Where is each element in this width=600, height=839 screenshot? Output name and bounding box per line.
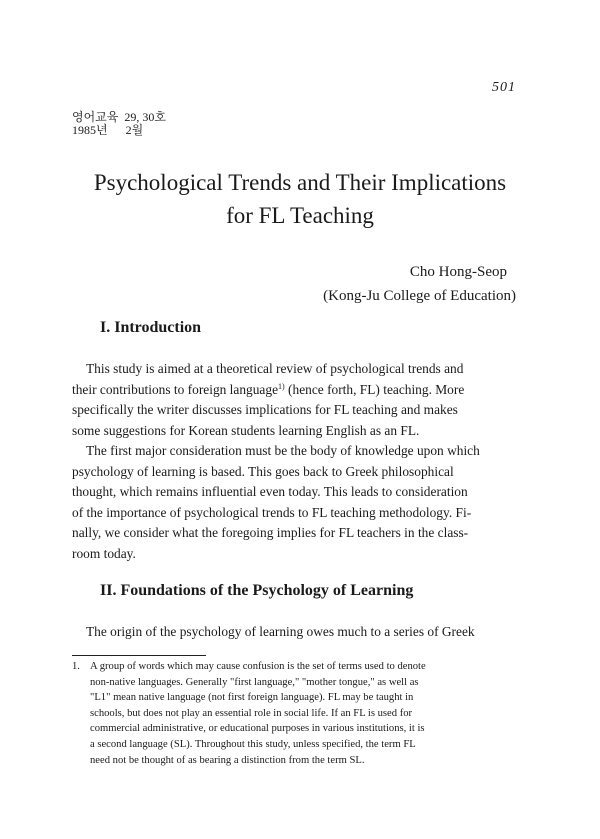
section-heading-introduction: I. Introduction [100,319,202,336]
footnote-line: need not be thought of as bearing a distinction from the term SL. [90,754,365,766]
text-line: The origin of the psychology of learning owes much to a series of Greek [86,624,475,639]
journal-date: 1985년 2월 [72,123,144,137]
text-line: specifically the writer discusses implications for FL teaching and makes [72,402,458,417]
author-name: Cho Hong-Seop [409,264,507,280]
text-line: room today. [72,545,136,561]
footnote-line: "L1" mean native language (not first foreign language). FL may be taught in [90,692,414,704]
journal-issue: 영어교육 29, 30호 [72,110,166,124]
footnote-line: schools, but does not play an essential role in social life. If an FL is used for [90,707,413,719]
footnote [72,659,520,768]
journal-info [72,111,166,137]
footnote-line: a second language (SL). Throughout this study, unless specified, the term FL [90,738,416,750]
text-line: nally, we consider what the foregoing implies for FL teachers in the class- [72,525,469,540]
text-line: thought, which remains influential even today. This leads to consideration [72,484,468,499]
paper-title [60,166,540,232]
author-block [300,260,516,308]
section-heading-foundations: II. Foundations of the Psychology of Learning [100,582,414,599]
body-paragraph [72,359,516,441]
text-line: some suggestions for Korean students learning English as an FL. [72,422,420,438]
footnote-number: 1. [72,661,80,672]
footnote-reference: 1) [278,381,285,391]
text-line: This study is aimed at a theoretical review of psychological trends and [86,361,464,376]
text-line: psychology of learning is based. This goes back to Greek philosophical [72,463,454,479]
footnote-line: non-native languages. Generally "first language," "mother tongue," as well as [90,676,419,688]
text-line: of the importance of psychological trends to FL teaching methodology. Fi- [72,504,472,520]
text-line [72,380,516,401]
footnote-line: A group of words which may cause confusion is the set of terms used to denote [90,661,426,672]
title-line-1: Psychological Trends and Their Implications [93,170,507,195]
body-paragraph [72,441,516,564]
title-line-2: for FL Teaching [226,203,374,228]
text-span: their contributions to foreign language [72,381,279,397]
author-affiliation: (Kong-Ju College of Education) [323,288,516,304]
text-span: (hence forth, FL) teaching. More [284,381,465,397]
text-line: The first major consideration must be the body of knowledge upon which [86,443,480,458]
page-number: 501 [492,80,516,95]
footnote-line: commercial administrative, or educational purposes in various institutions, it is [90,723,425,735]
body-paragraph [72,622,516,643]
footnote-divider [72,655,206,656]
